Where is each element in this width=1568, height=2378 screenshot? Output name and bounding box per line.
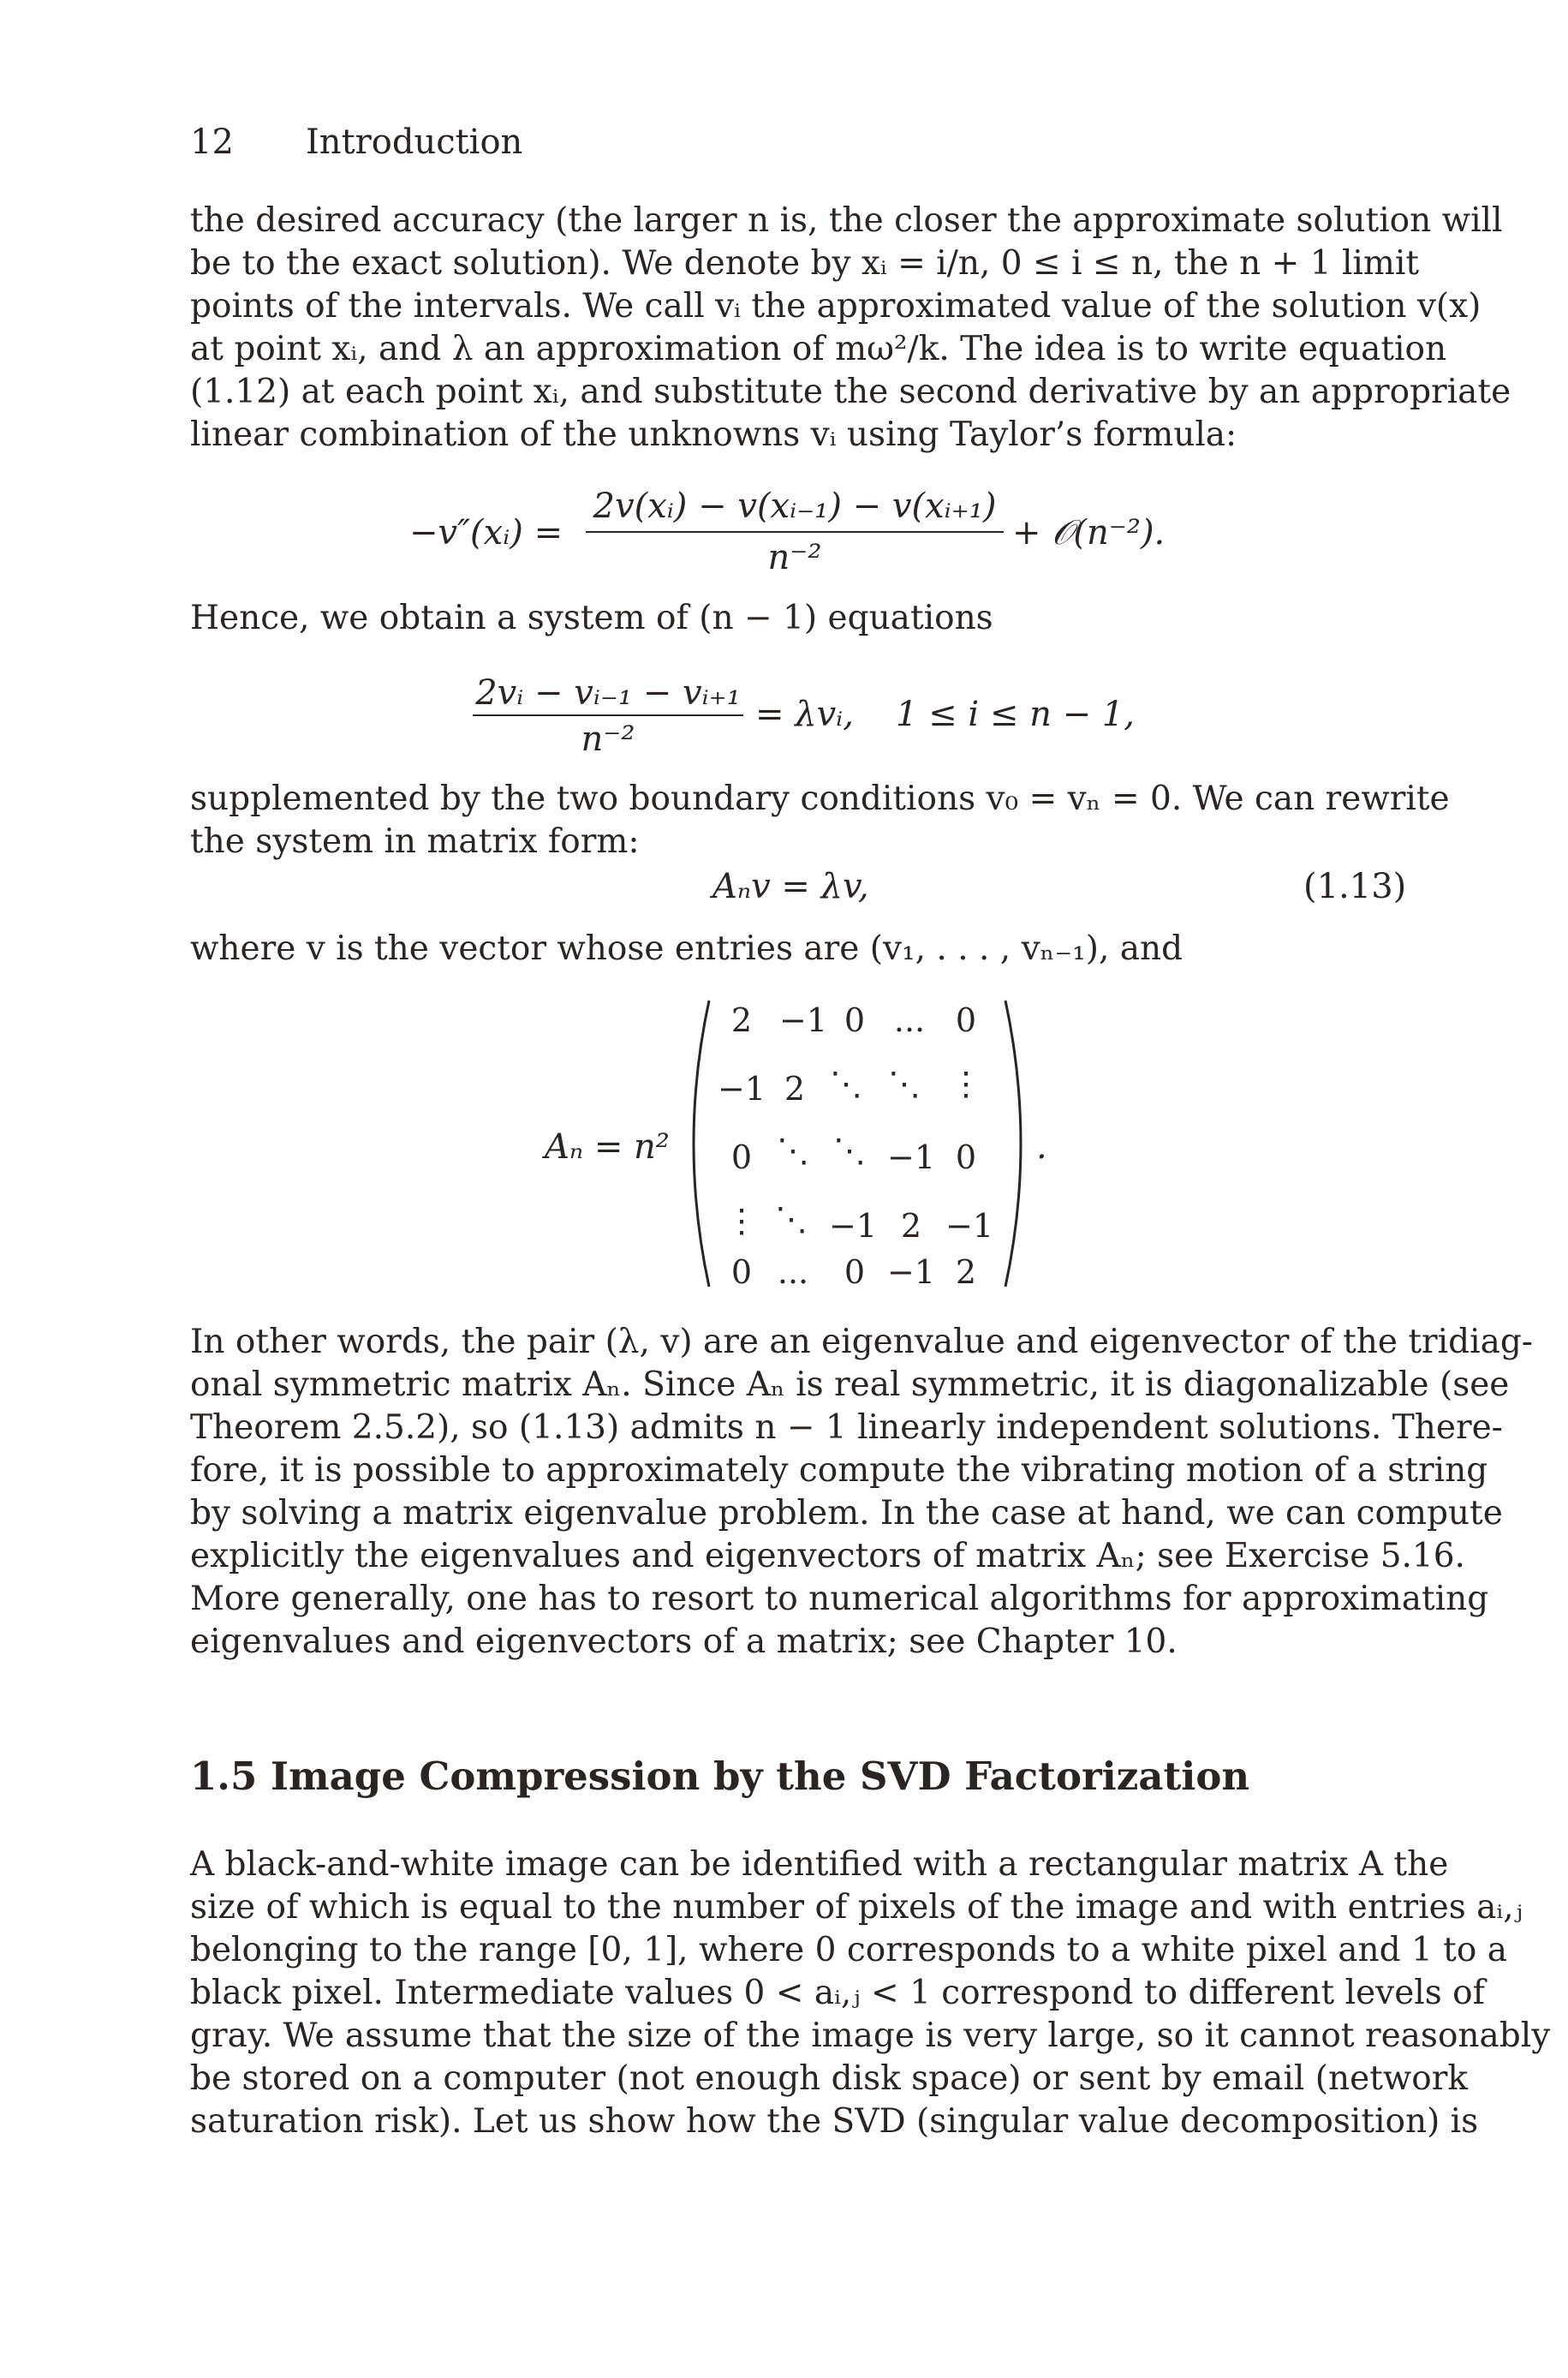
eq-taylor-rhs: + 𝒪(n⁻²). <box>1012 513 1166 553</box>
eq-system-numerator: 2vᵢ − vᵢ₋₁ − vᵢ₊₁ <box>475 673 741 713</box>
eq-taylor-lhs: −v″(xᵢ) = <box>409 513 563 553</box>
para3-line-7: More generally, one has to resort to numerical algorithms for approximating <box>190 1580 1489 1618</box>
matrix-cell: 2 <box>730 1001 753 1039</box>
para3-line-2: onal symmetric matrix Aₙ. Since Aₙ is real symmetric, it is diagonalizable (see <box>190 1365 1510 1404</box>
para4-line-4: black pixel. Intermediate values 0 < aᵢ,ⱼ < 1 correspond to different levels of <box>190 1974 1486 2012</box>
matrix-cell: ⋱ <box>833 1132 866 1169</box>
matrix-cell: 0 <box>844 1001 866 1039</box>
matrix-cell: −1 <box>945 1207 994 1245</box>
matrix-cell: −1 <box>717 1070 766 1108</box>
matrix-cell: 0 <box>730 1138 753 1176</box>
para3-line-3: Theorem 2.5.2), so (1.13) admits n − 1 linearly independent solutions. There- <box>190 1408 1503 1447</box>
para3-line-1: In other words, the pair (λ, v) are an eigenvalue and eigenvector of the tridiag- <box>190 1323 1533 1361</box>
para2-line-2: the system in matrix form: <box>190 822 640 861</box>
eq-taylor-fraction-bar <box>586 531 1004 533</box>
matrix-cell: ⋱ <box>888 1065 921 1102</box>
matrix-cell: 0 <box>730 1253 753 1291</box>
matrix-right-paren <box>1005 1001 1021 1287</box>
eq-taylor-numerator: 2v(xᵢ) − v(xᵢ₋₁) − v(xᵢ₊₁) <box>593 487 997 526</box>
matrix-cell: ⋮ <box>950 1065 982 1102</box>
matrix-cell: ... <box>893 1001 926 1039</box>
running-title: Introduction <box>306 122 523 162</box>
matrix-cell: 0 <box>955 1138 977 1176</box>
matrix-lhs: Aₙ = n² <box>545 1127 670 1167</box>
para1-line-5: (1.12) at each point xᵢ, and substitute the second derivative by an appropriate <box>190 373 1511 411</box>
matrix-cell: 2 <box>784 1070 806 1108</box>
matrix-trailing-period: . <box>1036 1127 1047 1167</box>
eq-system-rhs: = λvᵢ, <box>755 695 854 734</box>
para3-line-6: explicitly the eigenvalues and eigenvectors of matrix Aₙ; see Exercise 5.16. <box>190 1537 1465 1575</box>
matrix-cell: ... <box>777 1253 809 1291</box>
para2-line-1: supplemented by the two boundary conditions v₀ = vₙ = 0. We can rewrite <box>190 780 1450 818</box>
matrix-cell: ⋱ <box>775 1200 808 1238</box>
equation-number: (1.13) <box>1303 867 1407 906</box>
matrix-cell: −1 <box>828 1207 878 1245</box>
where-line: where v is the vector whose entries are (v₁, . . . , vₙ₋₁), and <box>190 929 1183 968</box>
matrix-cell: 2 <box>900 1207 922 1245</box>
para3-line-4: fore, it is possible to approximately compute the vibrating motion of a string <box>190 1451 1488 1490</box>
matrix-cell: ⋮ <box>725 1202 758 1240</box>
page-number: 12 <box>190 122 234 162</box>
eq-matrix-form: Aₙv = λv, <box>712 867 869 906</box>
para3-line-8: eigenvalues and eigenvectors of a matrix; see Chapter 10. <box>190 1622 1177 1661</box>
para4-line-3: belonging to the range [0, 1], where 0 corresponds to a white pixel and 1 to a <box>190 1931 1507 1969</box>
eq-taylor-denominator: n⁻² <box>767 538 822 577</box>
para4-line-2: size of which is equal to the number of pixels of the image and with entries aᵢ,ⱼ <box>190 1888 1523 1927</box>
para4-line-6: be stored on a computer (not enough disk space) or sent by email (network <box>190 2059 1468 2098</box>
para1-line-6: linear combination of the unknowns vᵢ using Taylor’s formula: <box>190 415 1237 454</box>
para3-line-5: by solving a matrix eigenvalue problem. In the case at hand, we can compute <box>190 1494 1503 1533</box>
matrix-cell: −1 <box>778 1001 828 1039</box>
matrix-cell: −1 <box>886 1138 936 1176</box>
para1-line-1: the desired accuracy (the larger n is, the closer the approximate solution will <box>190 201 1503 240</box>
eq-system-denominator: n⁻² <box>581 720 635 759</box>
para1-line-3: points of the intervals. We call vᵢ the approximated value of the solution v(x) <box>190 287 1482 326</box>
matrix-cell: 0 <box>955 1001 977 1039</box>
tridiagonal-matrix <box>685 994 1045 1294</box>
para1-line-4: at point xᵢ, and λ an approximation of mω²/k. The idea is to write equation <box>190 330 1447 368</box>
para4-line-5: gray. We assume that the size of the image is very large, so it cannot reasonably <box>190 2017 1551 2055</box>
para1-line-2: be to the exact solution). We denote by xᵢ = i/n, 0 ≤ i ≤ n, the n + 1 limit <box>190 244 1420 283</box>
eq-system-fraction-bar <box>473 714 743 716</box>
section-heading: 1.5 Image Compression by the SVD Factorization <box>190 1754 1250 1799</box>
para4-line-1: A black-and-white image can be identified with a rectangular matrix A the <box>190 1845 1449 1884</box>
matrix-left-paren <box>694 1001 709 1287</box>
matrix-cell: ⋱ <box>830 1065 862 1102</box>
hence-line: Hence, we obtain a system of (n − 1) equations <box>190 599 993 637</box>
matrix-cell: 2 <box>955 1253 977 1291</box>
para4-line-7: saturation risk). Let us show how the SVD (singular value decomposition) is <box>190 2102 1479 2141</box>
matrix-cell: 0 <box>844 1253 866 1291</box>
eq-system-condition: 1 ≤ i ≤ n − 1, <box>896 695 1136 734</box>
matrix-cell: ⋱ <box>777 1132 809 1169</box>
matrix-cell: −1 <box>886 1253 936 1291</box>
